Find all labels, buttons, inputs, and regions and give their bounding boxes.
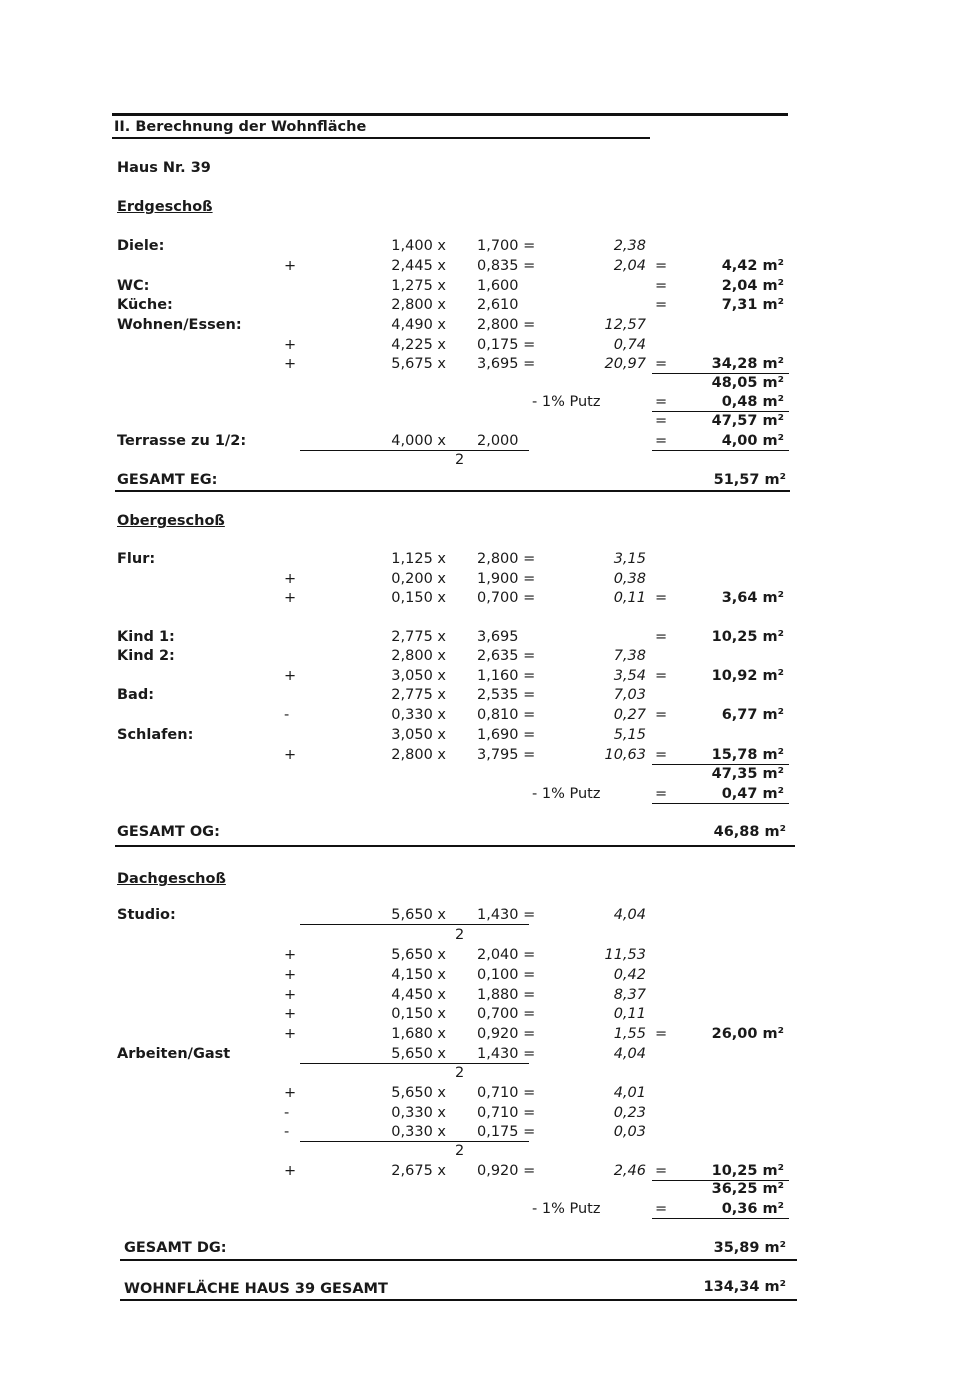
grand-total-label: WOHNFLÄCHE HAUS 39 GESAMT (124, 1281, 388, 1297)
dimension-b: 0,920 = (477, 1163, 536, 1179)
equals-sign: = (655, 433, 668, 449)
subtotal-area: 36,25 m² (711, 1181, 784, 1197)
room-label: Arbeiten/Gast (117, 1046, 231, 1062)
section-total-value: 35,89 m² (713, 1240, 786, 1256)
dimension-a: 1,680 x (391, 1026, 446, 1042)
dimension-b: 2,800 = (477, 317, 536, 333)
dimension-a: 5,675 x (391, 356, 446, 372)
subtotal-area: 34,28 m² (711, 356, 784, 372)
partial-area: 8,37 (613, 987, 646, 1003)
room-label: Bad: (117, 687, 155, 703)
equals-sign: = (655, 668, 668, 684)
operator-sign: + (284, 1085, 297, 1101)
dimension-a: 4,450 x (391, 987, 446, 1003)
partial-area: 0,27 (613, 707, 646, 723)
dimension-a: 1,275 x (391, 278, 446, 294)
fraction-denominator: 2 (455, 1065, 465, 1081)
partial-area: 4,01 (613, 1085, 646, 1101)
subtotal-rule (652, 1218, 789, 1219)
dimension-b: 1,900 = (477, 571, 536, 587)
equals-sign: = (655, 356, 668, 372)
dimension-a: 3,050 x (391, 668, 446, 684)
dimension-b: 0,700 = (477, 590, 536, 606)
dimension-a: 0,330 x (391, 1124, 446, 1140)
equals-sign: = (655, 707, 668, 723)
subtotal-area: 47,35 m² (711, 766, 784, 782)
dimension-b: 1,700 = (477, 238, 536, 254)
partial-area: 1,55 (613, 1026, 646, 1042)
dimension-a: 5,650 x (391, 1085, 446, 1101)
partial-area: 4,04 (613, 1046, 646, 1062)
page-title: II. Berechnung der Wohnfläche (114, 119, 367, 135)
fraction-bar (300, 924, 529, 925)
partial-area: 10,63 (604, 747, 646, 763)
room-label: Terrasse zu 1/2: (117, 433, 247, 449)
dimension-b: 0,100 = (477, 967, 536, 983)
equals-sign: = (655, 786, 668, 802)
fraction-denominator: 2 (455, 1143, 465, 1159)
dimension-a: 1,400 x (391, 238, 446, 254)
dimension-b: 0,835 = (477, 258, 536, 274)
partial-area: 0,11 (613, 590, 646, 606)
dimension-a: 2,775 x (391, 687, 446, 703)
partial-area: 0,74 (613, 337, 646, 353)
dimension-a: 4,150 x (391, 967, 446, 983)
partial-area: 2,38 (613, 238, 646, 254)
dimension-a: 1,125 x (391, 551, 446, 567)
dimension-b: 1,430 = (477, 1046, 536, 1062)
dimension-a: 4,000 x (391, 433, 446, 449)
operator-sign: + (284, 967, 297, 983)
dimension-a: 2,800 x (391, 297, 446, 313)
equals-sign: = (655, 258, 668, 274)
partial-area: 7,38 (613, 648, 646, 664)
section-total-rule (115, 845, 795, 847)
dimension-b: 3,795 = (477, 747, 536, 763)
partial-area: 7,03 (613, 687, 646, 703)
subtotal-area: 0,48 m² (721, 394, 784, 410)
dimension-b: 0,920 = (477, 1026, 536, 1042)
section-total-value: 51,57 m² (713, 472, 786, 488)
dimension-b: 1,600 (477, 278, 519, 294)
top-rule (112, 113, 788, 116)
dimension-a: 2,775 x (391, 629, 446, 645)
partial-area: 4,04 (613, 907, 646, 923)
dimension-a: 4,225 x (391, 337, 446, 353)
room-label: WC: (117, 278, 150, 294)
plaster-deduction-note: - 1% Putz (532, 1201, 601, 1217)
dimension-b: 2,535 = (477, 687, 536, 703)
plaster-deduction-note: - 1% Putz (532, 394, 601, 410)
dimension-a: 3,050 x (391, 727, 446, 743)
equals-sign: = (655, 590, 668, 606)
equals-sign: = (655, 1201, 668, 1217)
room-label: Wohnen/Essen: (117, 317, 242, 333)
dimension-b: 0,175 = (477, 337, 536, 353)
operator-sign: + (284, 987, 297, 1003)
subtotal-area: 10,25 m² (711, 629, 784, 645)
operator-sign: + (284, 337, 297, 353)
fraction-bar (300, 1141, 529, 1142)
dimension-a: 2,800 x (391, 648, 446, 664)
dimension-a: 5,650 x (391, 1046, 446, 1062)
dimension-a: 0,150 x (391, 1006, 446, 1022)
section-total-rule (120, 1259, 797, 1261)
dimension-b: 0,710 = (477, 1085, 536, 1101)
partial-area: 0,42 (613, 967, 646, 983)
subtotal-area: 0,47 m² (721, 786, 784, 802)
room-label: Kind 2: (117, 648, 175, 664)
operator-sign: + (284, 747, 297, 763)
subtotal-area: 0,36 m² (721, 1201, 784, 1217)
subtotal-rule (652, 803, 789, 804)
dimension-b: 1,880 = (477, 987, 536, 1003)
partial-area: 3,54 (613, 668, 646, 684)
partial-area: 0,03 (613, 1124, 646, 1140)
operator-sign: + (284, 590, 297, 606)
dimension-b: 1,690 = (477, 727, 536, 743)
section-heading: Dachgeschoß (117, 871, 226, 887)
room-label: Kind 1: (117, 629, 175, 645)
dimension-a: 0,150 x (391, 590, 446, 606)
section-heading: Obergeschoß (117, 513, 225, 529)
partial-area: 0,23 (613, 1105, 646, 1121)
operator-sign: - (284, 707, 290, 723)
dimension-b: 0,700 = (477, 1006, 536, 1022)
fraction-bar (300, 1063, 529, 1064)
partial-area: 2,46 (613, 1163, 646, 1179)
subtotal-rule (652, 450, 789, 451)
operator-sign: + (284, 1026, 297, 1042)
subtotal-area: 26,00 m² (711, 1026, 784, 1042)
operator-sign: + (284, 668, 297, 684)
section-heading: Erdgeschoß (117, 199, 213, 215)
partial-area: 12,57 (604, 317, 646, 333)
partial-area: 11,53 (604, 947, 646, 963)
grand-total-rule (120, 1299, 797, 1301)
partial-area: 0,11 (613, 1006, 646, 1022)
section-total-value: 46,88 m² (713, 824, 786, 840)
subtotal-area: 48,05 m² (711, 375, 784, 391)
room-label: Studio: (117, 907, 176, 923)
subtotal-area: 6,77 m² (721, 707, 784, 723)
dimension-b: 2,610 (477, 297, 519, 313)
operator-sign: + (284, 356, 297, 372)
equals-sign: = (655, 747, 668, 763)
dimension-b: 2,000 (477, 433, 519, 449)
equals-sign: = (655, 629, 668, 645)
section-total-rule (115, 490, 790, 492)
section-total-label: GESAMT DG: (124, 1240, 227, 1256)
room-label: Diele: (117, 238, 165, 254)
equals-sign: = (655, 1026, 668, 1042)
dimension-b: 3,695 (477, 629, 519, 645)
section-total-label: GESAMT OG: (117, 824, 220, 840)
subtotal-area: 3,64 m² (721, 590, 784, 606)
subtotal-area: 4,42 m² (721, 258, 784, 274)
dimension-b: 0,175 = (477, 1124, 536, 1140)
dimension-a: 0,200 x (391, 571, 446, 587)
operator-sign: + (284, 947, 297, 963)
partial-area: 0,38 (613, 571, 646, 587)
subtotal-area: 47,57 m² (711, 413, 784, 429)
dimension-b: 2,040 = (477, 947, 536, 963)
subtotal-area: 10,92 m² (711, 668, 784, 684)
operator-sign: + (284, 258, 297, 274)
dimension-a: 4,490 x (391, 317, 446, 333)
room-label: Küche: (117, 297, 173, 313)
dimension-a: 2,445 x (391, 258, 446, 274)
dimension-a: 2,675 x (391, 1163, 446, 1179)
equals-sign: = (655, 1163, 668, 1179)
fraction-denominator: 2 (455, 452, 465, 468)
equals-sign: = (655, 297, 668, 313)
fraction-denominator: 2 (455, 927, 465, 943)
subtotal-area: 15,78 m² (711, 747, 784, 763)
equals-sign: = (655, 278, 668, 294)
operator-sign: + (284, 1006, 297, 1022)
dimension-b: 1,430 = (477, 907, 536, 923)
partial-area: 5,15 (613, 727, 646, 743)
fraction-bar (300, 450, 529, 451)
dimension-b: 0,710 = (477, 1105, 536, 1121)
plaster-deduction-note: - 1% Putz (532, 786, 601, 802)
dimension-a: 5,650 x (391, 907, 446, 923)
operator-sign: - (284, 1105, 290, 1121)
room-label: Schlafen: (117, 727, 194, 743)
dimension-b: 2,635 = (477, 648, 536, 664)
house-number: Haus Nr. 39 (117, 160, 211, 176)
subtotal-area: 4,00 m² (721, 433, 784, 449)
grand-total-value: 134,34 m² (703, 1279, 786, 1295)
equals-sign: = (655, 394, 668, 410)
dimension-a: 5,650 x (391, 947, 446, 963)
partial-area: 2,04 (613, 258, 646, 274)
partial-area: 3,15 (613, 551, 646, 567)
dimension-a: 0,330 x (391, 707, 446, 723)
dimension-b: 1,160 = (477, 668, 536, 684)
room-label: Flur: (117, 551, 156, 567)
dimension-b: 0,810 = (477, 707, 536, 723)
operator-sign: + (284, 1163, 297, 1179)
subtotal-area: 7,31 m² (721, 297, 784, 313)
equals-sign: = (655, 413, 668, 429)
title-rule (112, 137, 650, 139)
subtotal-area: 2,04 m² (721, 278, 784, 294)
operator-sign: + (284, 571, 297, 587)
partial-area: 20,97 (604, 356, 646, 372)
subtotal-area: 10,25 m² (711, 1163, 784, 1179)
dimension-b: 3,695 = (477, 356, 536, 372)
operator-sign: - (284, 1124, 290, 1140)
section-total-label: GESAMT EG: (117, 472, 218, 488)
dimension-a: 0,330 x (391, 1105, 446, 1121)
dimension-a: 2,800 x (391, 747, 446, 763)
dimension-b: 2,800 = (477, 551, 536, 567)
